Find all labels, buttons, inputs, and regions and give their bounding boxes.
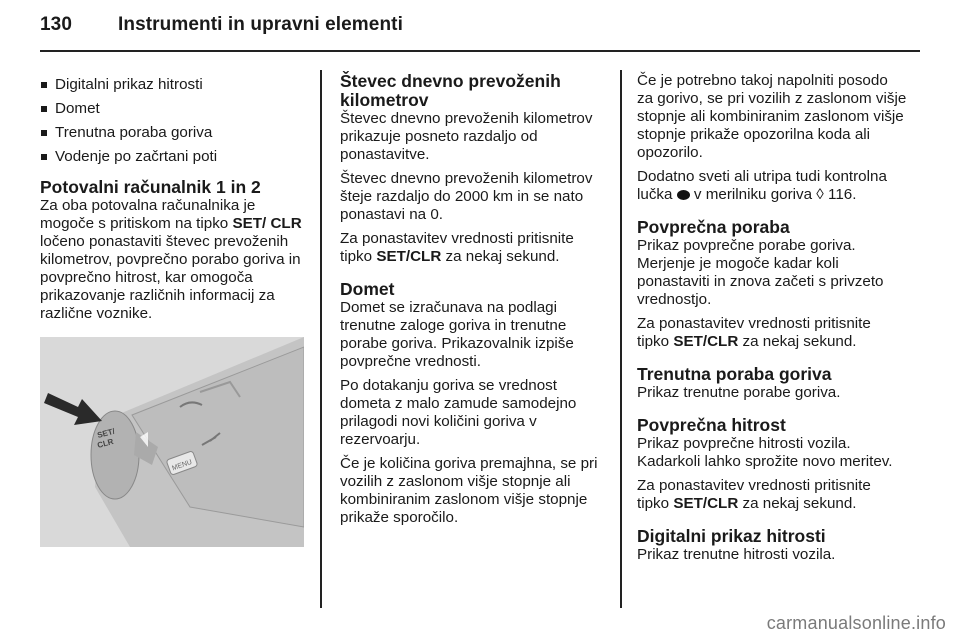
paragraph: Števec dnevno prevoženih kilometrov šteje razdaljo do 2000 km in se nato ponastavi na 0.	[340, 170, 593, 223]
paragraph: Prikaz trenutne porabe goriva.	[637, 384, 841, 401]
section-heading: Digitalni prikaz hitrosti	[637, 526, 826, 546]
page-number: 130	[40, 14, 73, 35]
column-3	[637, 72, 907, 570]
list-item: Digitalni prikaz hitrosti	[40, 76, 304, 94]
list-item: Vodenje po začrtani poti	[40, 148, 304, 166]
section-trip-odometer	[340, 72, 606, 266]
page-reference-icon: ◊	[816, 186, 824, 203]
paragraph: Če je potrebno takoj napolniti posodo za gorivo, se pri vozilih z zaslonom višje stopnje ali kombiniranim zaslonom višje stopnje prikaže opozorilna koda ali opozorilo.	[637, 72, 907, 161]
paragraph: Prikaz povprečne porabe goriva. Merjenje je mogoče kadar koli ponastaviti in znova začeti s privzeto vrednostjo.	[637, 237, 884, 308]
paragraph: Po dotakanju goriva se vrednost dometa z malo zamude samodejno prilagodi novi količini goriva v rezervoarju.	[340, 377, 577, 448]
set-label: SET/	[96, 426, 116, 440]
stalk-illustration	[40, 337, 304, 547]
column-2	[340, 72, 606, 533]
key-name: SET/CLR	[673, 333, 739, 350]
bullet-list	[40, 76, 304, 166]
list-item: Trenutna poraba goriva	[40, 124, 304, 142]
key-name: SET/CLR	[376, 248, 442, 265]
section-trip-computer	[40, 178, 304, 323]
section-average-speed	[637, 416, 907, 513]
section-average-consumption	[637, 218, 907, 351]
key-name: SET/CLR	[673, 495, 739, 512]
page-title: Instrumenti in upravni elementi	[118, 14, 403, 35]
section-heading: Domet	[340, 279, 395, 299]
paragraph: Za ponastavitev vrednosti pritisnite tipko SET/CLR za nekaj sekund.	[340, 230, 574, 265]
paragraph: Za ponastavitev vrednosti pritisnite tipko SET/CLR za nekaj sekund.	[637, 315, 871, 350]
section-heading: Povprečna hitrost	[637, 415, 786, 435]
list-item: Domet	[40, 100, 304, 118]
column-1	[40, 72, 304, 547]
key-name: SET/ CLR	[232, 215, 302, 232]
column-divider	[320, 70, 322, 608]
section-heading: Povprečna poraba	[637, 217, 790, 237]
section-digital-speed	[637, 527, 907, 564]
section-heading: Števec dnevno prevoženih kilometrov	[340, 71, 561, 110]
watermark: carmanualsonline.info	[766, 613, 946, 633]
paragraph: Za oba potovalna računalnika je mogoče s pritiskom na tipko SET/ CLR ločeno ponastaviti števec prevoženih kilometrov, povprečno porabo goriva in povprečno hitrost, kar omogoča prikazovanje različnih informacij za različne voznike.	[40, 197, 302, 322]
paragraph: Prikaz trenutne hitrosti vozila.	[637, 546, 836, 563]
page-reference: 116.	[823, 186, 857, 203]
page-header	[40, 14, 403, 36]
fuel-warning-lamp-icon	[677, 190, 690, 200]
menu-label: MENU	[171, 458, 194, 473]
stalk-drawing	[40, 337, 304, 547]
paragraph: Števec dnevno prevoženih kilometrov prikazuje posneto razdaljo od ponastavitve.	[340, 110, 593, 163]
column-divider	[620, 70, 622, 608]
paragraph: Če je količina goriva premajhna, se pri vozilih z zaslonom višje stopnje ali kombiniranim zaslonom višje stopnje prikaže sporočilo.	[340, 455, 598, 526]
paragraph: Prikaz povprečne hitrosti vozila. Kadarkoli lahko sprožite novo meritev.	[637, 435, 893, 470]
paragraph: Dodatno sveti ali utripa tudi kontrolna lučka v merilniku goriva ◊ 116.	[637, 168, 887, 203]
arrow-pointer-icon	[44, 393, 102, 425]
section-heading: Potovalni računalnik 1 in 2	[40, 177, 261, 197]
section-range	[340, 280, 606, 527]
paragraph: Za ponastavitev vrednosti pritisnite tipko SET/CLR za nekaj sekund.	[637, 477, 871, 512]
section-instant-consumption	[637, 365, 907, 402]
header-rule	[40, 50, 920, 52]
clr-label: CLR	[96, 437, 115, 450]
paragraph: Domet se izračunava na podlagi trenutne zaloge goriva in trenutne porabe goriva. Prikazovalnik izpiše povprečne vrednosti.	[340, 299, 574, 370]
section-heading: Trenutna poraba goriva	[637, 364, 832, 384]
